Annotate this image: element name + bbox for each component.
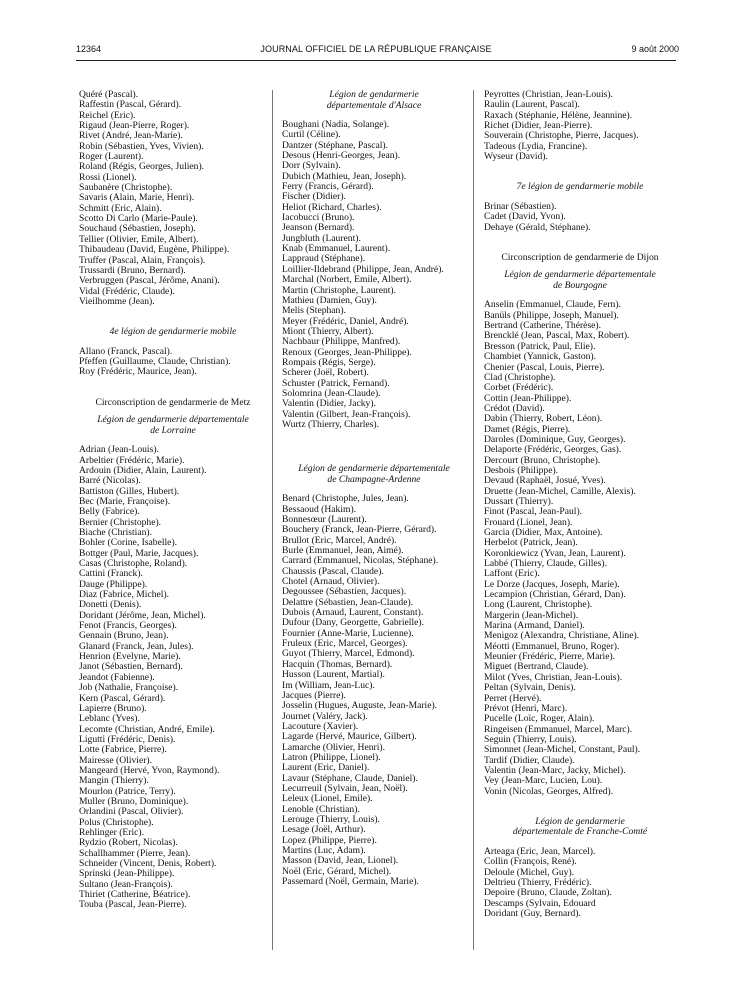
name-entry: Simonnet (Jean-Michel, Constant, Paul).	[484, 745, 641, 756]
name-entry: Diaz (Fabrice, Michel).	[79, 590, 170, 601]
name-entry: Im (William, Jean-Luc).	[282, 680, 375, 691]
name-entry: Roland (Régis, Georges, Julien).	[79, 162, 205, 173]
name-entry: Degoussee (Sébastien, Jacques).	[282, 587, 407, 598]
name-entry: Ardouin (Didier, Alain, Laurent).	[79, 465, 207, 476]
page-header	[0, 44, 752, 58]
name-entry: Cattini (Franck).	[79, 569, 143, 580]
name-entry: Lapierre (Bruno).	[79, 703, 147, 714]
name-list	[484, 847, 676, 919]
name-entry: Mangin (Thierry).	[79, 776, 149, 787]
name-entry: Schneider (Vincent, Denis, Robert).	[79, 859, 217, 869]
name-entry: Dubois (Arnaud, Laurent, Constant).	[282, 608, 424, 619]
section-heading	[282, 90, 466, 111]
name-entry: Battiston (Gilles, Hubert).	[79, 486, 180, 497]
heading-text: 4e légion de gendarmerie mobile	[109, 326, 237, 338]
name-entry: Schuster (Patrick, Fernand).	[282, 378, 390, 389]
name-entry: Frouard (Lionel, Jean).	[484, 517, 573, 528]
name-entry: Rehlinger (Eric).	[79, 827, 144, 838]
name-entry: Koronkiewicz (Yvan, Jean, Laurent).	[484, 548, 626, 559]
name-entry: Deloule (Michel, Guy).	[484, 867, 575, 878]
name-entry: Gennain (Bruno, Jean).	[79, 631, 169, 642]
name-entry: Robin (Sébastien, Yves, Vivien).	[79, 141, 204, 152]
name-entry: Muller (Bruno, Dominique).	[79, 796, 189, 807]
name-entry: Margerin (Jean-Michel).	[484, 610, 579, 621]
name-entry: Marchal (Norbert, Emile, Albert).	[282, 275, 412, 286]
name-entry: Lavaur (Stéphane, Claude, Daniel).	[282, 773, 418, 784]
name-entry: Dauge (Philippe).	[79, 579, 148, 590]
name-entry: Dufour (Dany, Georgette, Gabrielle).	[282, 618, 424, 629]
name-entry: Rompais (Régis, Serge).	[282, 357, 376, 368]
name-entry: Sultano (Jean-François).	[79, 879, 173, 890]
name-entry: Delaporte (Frédéric, Georges, Gas).	[484, 445, 622, 456]
name-entry: Belly (Fabrice).	[79, 507, 140, 518]
name-list	[484, 300, 676, 797]
name-entry: Herbelot (Patrick, Jean).	[484, 538, 578, 549]
name-entry: Deltrieu (Thierry, Frédéric).	[484, 877, 592, 888]
name-entry: Janot (Sébastien, Bernard).	[79, 662, 183, 673]
name-entry: Menigoz (Alexandra, Christiane, Aline).	[484, 631, 640, 642]
name-entry: Lagarde (Hervé, Maurice, Gilbert).	[282, 732, 417, 743]
name-entry: Verbruggen (Pascal, Jérôme, Anani).	[79, 276, 220, 287]
name-entry: Mourlon (Patrice, Terry).	[79, 786, 176, 797]
name-entry: Jeanson (Bernard).	[282, 223, 355, 234]
name-entry: Martins (Luc, Adam).	[282, 846, 366, 856]
name-entry: Doridant (Guy, Bernard).	[484, 909, 581, 919]
name-entry: Burle (Emmanuel, Jean, Aimé).	[282, 546, 404, 557]
section-heading	[484, 270, 676, 291]
heading-line: de Champagne-Ardenne	[327, 473, 421, 485]
heading-line: de Lorraine	[150, 424, 196, 436]
name-entry: Leleux (Lionel, Emile).	[282, 794, 373, 805]
name-entry: Perret (Hervé).	[484, 693, 542, 704]
name-entry: Barré (Nicolas).	[79, 476, 141, 487]
section-heading	[79, 327, 267, 338]
name-entry: Chenier (Pascal, Louis, Pierre).	[484, 362, 605, 373]
name-entry: Nachbaur (Philippe, Manfred).	[282, 337, 401, 348]
name-entry: Ringeisen (Emmanuel, Marcel, Marc).	[484, 724, 633, 735]
name-entry: Bessaoud (Hakim).	[282, 504, 357, 515]
name-entry: Thibaudeau (David, Eugène, Philippe).	[79, 245, 230, 256]
name-entry: Cottin (Jean-Philippe).	[484, 393, 572, 404]
name-entry: Passemard (Noël, Germain, Marie).	[282, 877, 419, 888]
name-entry: Peyrottes (Christian, Jean-Louis).	[484, 90, 613, 100]
name-entry: Benard (Christophe, Jules, Jean).	[282, 494, 409, 505]
name-entry: Arbeltier (Frédéric, Marie).	[79, 455, 185, 466]
column-2	[282, 90, 466, 887]
name-entry: Iacobucci (Bruno).	[282, 213, 355, 224]
heading-line: Légion de gendarmerie départementale	[504, 269, 656, 281]
name-entry: Collin (François, René).	[484, 857, 577, 868]
section-heading	[79, 398, 267, 409]
name-entry: Pucelle (Loïc, Roger, Alain).	[484, 714, 595, 725]
name-entry: Druette (Jean-Michel, Camille, Alexis).	[484, 486, 636, 497]
name-entry: Adrian (Jean-Louis).	[79, 445, 159, 456]
column-divider-1	[272, 90, 273, 950]
name-entry: Tadeous (Lydia, Francine).	[484, 141, 588, 152]
name-entry: Bec (Marie, Françoise).	[79, 496, 171, 507]
name-entry: Ligutti (Frédéric, Denis).	[79, 734, 176, 745]
name-entry: Mangeard (Hervé, Yvon, Raymond).	[79, 765, 220, 776]
name-entry: Loillier-Ildebrand (Philippe, Jean, André).	[282, 264, 444, 275]
name-entry: Garcia (Didier, Max, Antoine).	[484, 528, 603, 538]
name-entry: Bouchery (Franck, Jean-Pierre, Gérard).	[282, 525, 437, 536]
name-entry: Pfeffen (Guillaume, Claude, Christian).	[79, 357, 231, 368]
section-heading	[484, 817, 676, 838]
heading-line: Légion de gendarmerie	[535, 815, 625, 827]
name-entry: Rivet (André, Jean-Marie).	[79, 131, 183, 142]
name-entry: Allano (Franck, Pascal).	[79, 346, 173, 357]
heading-text: Circonscription de gendarmerie de Metz	[95, 396, 251, 408]
name-entry: Wurtz (Thierry, Charles).	[282, 419, 380, 430]
name-entry: Lecurreuil (Sylvain, Jean, Noël).	[282, 783, 408, 794]
name-entry: Henrion (Evelyne, Marie).	[79, 652, 181, 663]
name-entry: Martin (Christophe, Laurent).	[282, 285, 397, 296]
heading-text: Circonscription de gendarmerie de Dijon	[501, 251, 659, 263]
name-entry: Rigaud (Jean-Pierre, Roger).	[79, 121, 190, 132]
name-entry: Roy (Frédéric, Maurice, Jean).	[79, 367, 197, 378]
name-entry: Rossi (Lionel).	[79, 172, 137, 183]
name-entry: Jeandot (Fabienne).	[79, 672, 155, 683]
name-entry: Thiriet (Catherine, Béatrice).	[79, 890, 191, 901]
page-number: 12364	[76, 44, 102, 54]
name-entry: Lecampion (Christian, Gérard, Dan).	[484, 590, 626, 601]
name-entry: Raulin (Laurent, Pascal).	[484, 100, 580, 111]
name-list	[484, 90, 676, 162]
name-entry: Melis (Stephan).	[282, 306, 346, 317]
name-entry: Brullot (Eric, Marcel, André).	[282, 535, 397, 546]
name-entry: Devaud (Raphaël, Josué, Yves).	[484, 476, 606, 487]
name-entry: Curtil (Céline).	[282, 130, 341, 141]
name-entry: Renoux (Georges, Jean-Philippe).	[282, 347, 412, 358]
name-entry: Raxach (Stéphanie, Hélène, Jeannine).	[484, 110, 633, 121]
name-entry: Miont (Thierry, Albert).	[282, 326, 374, 337]
name-entry: Daroles (Dominique, Guy, Georges).	[484, 434, 626, 445]
name-entry: Bohler (Corine, Isabelle).	[79, 538, 178, 549]
name-entry: Lacouture (Xavier).	[282, 721, 359, 732]
name-entry: Bonnesœur (Laurent).	[282, 515, 367, 525]
name-entry: Souchaud (Sébastien, Joseph).	[79, 224, 196, 235]
name-entry: Truffer (Pascal, Alain, François).	[79, 255, 206, 266]
name-entry: Casas (Christophe, Roland).	[79, 559, 188, 570]
name-entry: Carrard (Emmanuel, Nicolas, Stéphane).	[282, 556, 439, 567]
name-entry: Brinar (Sébastien).	[484, 201, 557, 212]
name-entry: Quéré (Pascal).	[79, 90, 139, 100]
name-entry: Lerouge (Thierry, Louis).	[282, 814, 380, 825]
name-entry: Dubich (Mathieu, Jean, Joseph).	[282, 171, 407, 182]
name-entry: Richet (Didier, Jean-Pierre).	[484, 121, 593, 132]
name-entry: Meyer (Frédéric, Daniel, André).	[282, 316, 409, 327]
name-entry: Laffont (Eric).	[484, 569, 540, 580]
name-entry: Leblanc (Yves).	[79, 714, 140, 725]
name-entry: Josselin (Hugues, Auguste, Jean-Marie).	[282, 701, 438, 712]
heading-line: départementale d'Alsace	[326, 99, 422, 111]
name-entry: Hacquin (Thomas, Bernard).	[282, 659, 393, 670]
name-entry: Sprinski (Jean-Philippe).	[79, 869, 175, 880]
name-entry: Laurent (Eric, Daniel).	[282, 763, 370, 774]
column-3	[484, 90, 676, 919]
name-entry: Donetti (Denis).	[79, 600, 142, 611]
name-entry: Ferry (Francis, Gérard).	[282, 182, 374, 193]
name-entry: Labbé (Thierry, Claude, Gilles).	[484, 559, 607, 570]
name-entry: Vieilhomme (Jean).	[79, 296, 155, 307]
name-entry: Chambiet (Yannick, Gaston).	[484, 352, 597, 363]
name-entry: Meunier (Frédéric, Pierre, Marie).	[484, 652, 616, 663]
section-heading	[282, 464, 466, 485]
header-rule	[76, 60, 676, 61]
name-list	[79, 347, 267, 378]
name-entry: Lotte (Fabrice, Pierre).	[79, 745, 167, 756]
name-entry: Jacques (Pierre).	[282, 690, 346, 701]
name-entry: Dussart (Thierry).	[484, 496, 554, 507]
name-entry: Schmitt (Eric, Alain).	[79, 203, 162, 214]
name-entry: Finot (Pascal, Jean-Paul).	[484, 507, 583, 518]
name-entry: Delattre (Sébastien, Jean-Claude).	[282, 597, 414, 608]
name-list	[282, 120, 466, 430]
name-entry: Valentin (Jean-Marc, Jacky, Michel).	[484, 765, 626, 776]
name-entry: Heliot (Richard, Charles).	[282, 202, 382, 213]
name-entry: Journet (Valéry, Jack).	[282, 711, 368, 722]
column-divider-2	[473, 90, 474, 950]
name-entry: Corbet (Frédéric).	[484, 383, 554, 394]
name-entry: Banüls (Philippe, Joseph, Manuel).	[484, 310, 619, 321]
name-entry: Bresson (Patrick, Paul, Elie).	[484, 341, 596, 352]
name-entry: Long (Laurent, Christophe).	[484, 600, 593, 611]
name-entry: Damet (Régis, Pierre).	[484, 424, 571, 435]
name-list	[79, 90, 267, 307]
name-entry: Chotel (Arnaud, Olivier).	[282, 577, 380, 588]
name-entry: Knab (Emmanuel, Laurent).	[282, 244, 391, 255]
name-entry: Jungbluth (Laurent).	[282, 233, 361, 244]
name-entry: Orlandini (Pascal, Olivier).	[79, 807, 184, 818]
name-entry: Doridant (Jérôme, Jean, Michel).	[79, 610, 206, 621]
name-entry: Desous (Henri-Georges, Jean).	[282, 151, 401, 162]
name-entry: Raffestin (Pascal, Gérard).	[79, 100, 182, 111]
name-entry: Dercourt (Bruno, Christophe).	[484, 455, 601, 466]
name-entry: Rydzio (Robert, Nicolas).	[79, 838, 178, 849]
heading-line: Légion de gendarmerie départementale	[298, 463, 450, 475]
name-entry: Fournier (Anne-Marie, Lucienne).	[282, 628, 414, 639]
heading-line: de Bourgogne	[553, 279, 607, 291]
name-entry: Dantzer (Stéphane, Pascal).	[282, 140, 389, 151]
name-entry: Mairesse (Olivier).	[79, 755, 152, 766]
name-entry: Desbois (Philippe).	[484, 465, 559, 476]
section-heading	[484, 182, 676, 193]
name-entry: Miguet (Bertrand, Claude).	[484, 662, 589, 673]
name-entry: Crédot (David).	[484, 403, 545, 414]
name-entry: Seguin (Thierry, Louis).	[484, 734, 577, 745]
name-entry: Le Dorze (Jacques, Joseph, Marie).	[484, 579, 620, 590]
name-entry: Bernier (Christophe).	[79, 517, 162, 528]
name-entry: Valentin (Gilbert, Jean-François).	[282, 409, 411, 420]
name-entry: Arteaga (Eric, Jean, Marcel).	[484, 846, 596, 857]
name-entry: Fruleux (Eric, Marcel, Georges).	[282, 639, 408, 650]
name-entry: Lappraud (Stéphane).	[282, 254, 366, 265]
name-entry: Bertrand (Catherine, Thérèse).	[484, 321, 602, 332]
column-1	[79, 90, 267, 911]
name-entry: Prévot (Henri, Marc).	[484, 703, 568, 714]
name-entry: Fischer (Didier).	[282, 192, 346, 203]
name-entry: Lopez (Philippe, Pierre).	[282, 835, 377, 846]
name-entry: Kern (Pascal, Gérard).	[79, 693, 166, 704]
name-entry: Mathieu (Damien, Guy).	[282, 295, 377, 306]
name-entry: Brencklé (Jean, Pascal, Max, Robert).	[484, 331, 630, 342]
name-entry: Tellier (Olivier, Emile, Albert).	[79, 234, 199, 245]
name-entry: Valentin (Didier, Jacky).	[282, 399, 376, 410]
name-entry: Schallhammer (Pierre, Jean).	[79, 848, 191, 859]
name-entry: Touba (Pascal, Jean-Pierre).	[79, 900, 187, 911]
name-entry: Descamps (Sylvain, Edouard	[484, 898, 596, 909]
name-entry: Scherer (Joël, Robert).	[282, 368, 369, 379]
name-entry: Dabin (Thierry, Robert, Léon).	[484, 414, 603, 425]
name-entry: Wyseur (David).	[484, 152, 548, 163]
name-entry: Biache (Christian).	[79, 528, 152, 538]
name-list	[484, 202, 676, 233]
name-entry: Fenot (Francis, Georges).	[79, 621, 177, 632]
name-entry: Vidal (Frédéric, Claude).	[79, 286, 175, 297]
publication-date: 9 août 2000	[631, 44, 679, 54]
name-entry: Souverain (Christophe, Pierre, Jacques).	[484, 131, 639, 142]
name-entry: Anselin (Emmanuel, Claude, Fern).	[484, 300, 621, 311]
name-entry: Milot (Yves, Christian, Jean-Louis).	[484, 672, 623, 683]
name-entry: Roger (Laurent).	[79, 152, 144, 163]
name-entry: Trussardi (Bruno, Bernard).	[79, 265, 186, 276]
name-entry: Méotti (Emmanuel, Bruno, Roger).	[484, 641, 620, 652]
name-entry: Chaussis (Pascal, Claude).	[282, 566, 384, 577]
section-heading	[484, 253, 676, 264]
name-entry: Vey (Jean-Marc, Lucien, Lou).	[484, 776, 603, 787]
name-entry: Guyot (Thierry, Marcel, Edmond).	[282, 649, 415, 660]
name-entry: Cadet (David, Yvon).	[484, 212, 566, 223]
name-entry: Lesage (Joël, Arthur).	[282, 825, 366, 836]
heading-line: Légion de gendarmerie	[329, 89, 419, 100]
journal-title: JOURNAL OFFICIEL DE LA RÉPUBLIQUE FRANÇAISE	[260, 44, 492, 54]
name-entry: Noël (Eric, Gérard, Michel).	[282, 866, 392, 877]
name-entry: Masson (David, Jean, Lionel).	[282, 856, 399, 867]
name-entry: Tardif (Didier, Claude).	[484, 755, 575, 766]
heading-text: 7e légion de gendarmerie mobile	[516, 181, 644, 193]
name-entry: Dorr (Sylvain).	[282, 161, 341, 172]
heading-line: départementale de Franche-Comté	[512, 826, 648, 838]
name-entry: Peltan (Sylvain, Denis).	[484, 683, 576, 694]
name-entry: Lamarche (Olivier, Henri).	[282, 742, 385, 753]
name-entry: Savaris (Alain, Marie, Henri).	[79, 193, 195, 204]
name-entry: Marina (Armand, Daniel).	[484, 621, 585, 632]
name-entry: Glanard (Franck, Jean, Jules).	[79, 641, 194, 652]
name-entry: Vonin (Nicolas, Georges, Alfred).	[484, 786, 614, 797]
name-entry: Depoire (Bruno, Claude, Zoltan).	[484, 888, 612, 899]
name-list	[282, 494, 466, 887]
name-entry: Job (Nathalie, Françoise).	[79, 683, 179, 694]
name-entry: Clad (Christophe).	[484, 372, 556, 383]
name-entry: Reichel (Eric).	[79, 110, 136, 121]
name-list	[79, 445, 267, 910]
name-entry: Bottger (Paul, Marie, Jacques).	[79, 548, 199, 559]
name-entry: Boughani (Nadia, Solange).	[282, 120, 390, 130]
section-heading	[79, 415, 267, 436]
name-entry: Husson (Laurent, Martial).	[282, 670, 385, 681]
heading-line: Légion de gendarmerie départementale	[97, 414, 249, 426]
name-entry: Solomrina (Jean-Claude).	[282, 388, 381, 399]
name-entry: Saubanère (Christophe).	[79, 183, 173, 194]
name-entry: Lenoble (Christian).	[282, 804, 360, 815]
name-entry: Lecomte (Christian, André, Emile).	[79, 724, 215, 735]
name-entry: Polus (Christophe).	[79, 817, 154, 828]
name-entry: Latron (Philippe, Lionel).	[282, 752, 381, 763]
name-entry: Dehaye (Gérald, Stéphane).	[484, 222, 591, 233]
name-entry: Scotto Di Carlo (Marie-Paule).	[79, 214, 198, 225]
